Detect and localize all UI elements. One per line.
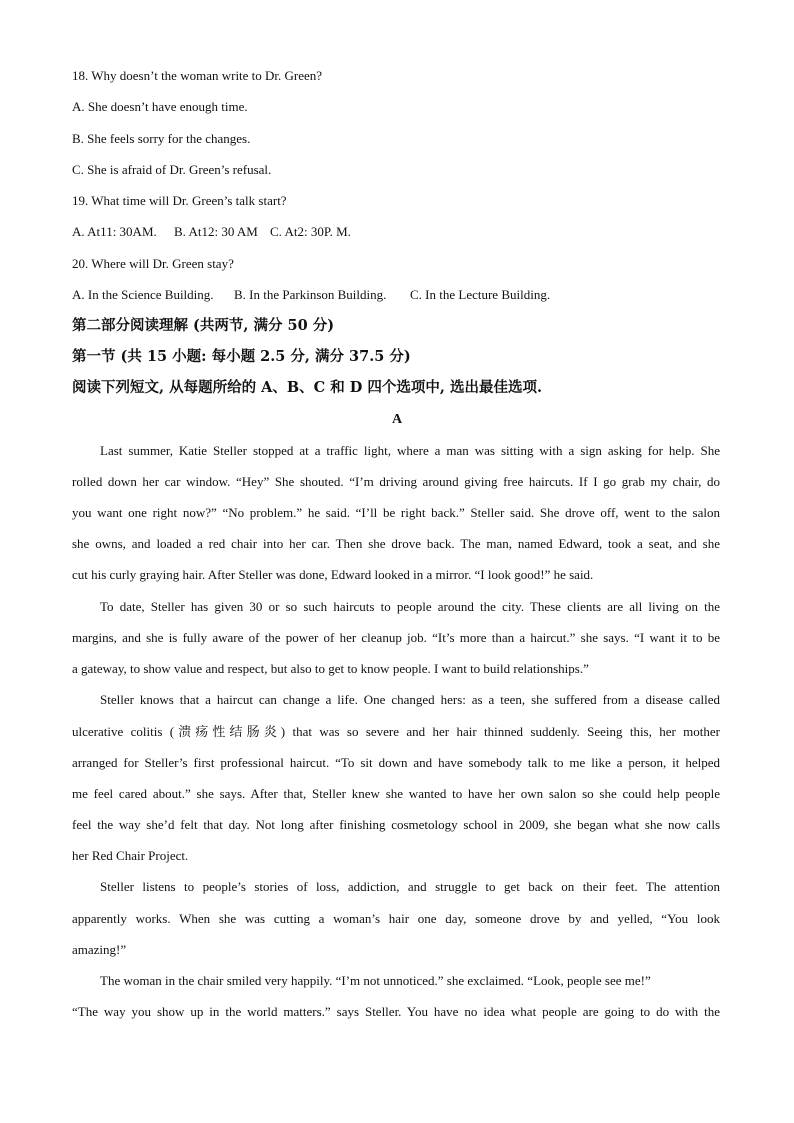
question-20-option-a: A. In the Science Building. [72,287,214,302]
passage-line: Steller listens to people’s stories of loss, addiction, and struggle to get back on their feet. The attention [100,879,720,894]
question-18-option-b: B. She feels sorry for the changes. [72,131,251,146]
question-18-stem: 18. Why doesn’t the woman write to Dr. Green? [72,68,323,83]
passage-line: amazing!” [72,942,127,957]
question-20-options [72,286,732,304]
passage-line: To date, Steller has given 30 or so such haircuts to people around the city. These clients are all living on the [100,599,720,614]
question-18-option-a: A. She doesn’t have enough time. [72,99,248,114]
question-19-option-a: A. At11: 30AM. [72,224,157,239]
passage-line: a gateway, to show value and respect, but also to get to know people. I want to build relationships.” [72,661,589,676]
question-19-stem: 19. What time will Dr. Green’s talk start? [72,193,287,208]
passage-line: her Red Chair Project. [72,848,189,863]
question-19-option-c: C. At2: 30P. M. [270,224,351,239]
question-19-options [72,223,732,241]
passage-line: Last summer, Katie Steller stopped at a traffic light, where a man was sitting with a sign asking for help. She [100,443,720,458]
passage-line: she owns, and loaded a red chair into her car. Then she drove back. The man, named Edward, took a seat, and she [72,536,720,551]
passage-line: you want one right now?” “No problem.” he said. “I’ll be right back.” Steller said. She drove off, went to the salon [72,505,720,520]
passage-label: A [391,412,403,427]
passage-line: ulcerative colitis (溃疡性结肠炎) that was so severe and her hair thinned suddenly. Seeing this, her mother [72,724,720,739]
passage-line: margins, and she is fully aware of the power of her cleanup job. “It’s more than a haircut.” she says. “I want it to be [72,630,720,645]
passage-line: The woman in the chair smiled very happily. “I’m not unnoticed.” she exclaimed. “Look, people see me!” [100,973,651,988]
question-20-option-b: B. In the Parkinson Building. [234,287,387,302]
passage-line: rolled down her car window. “Hey” She shouted. “I’m driving around giving free haircuts. If I go grab my chair, do [72,474,720,489]
question-19-option-b: B. At12: 30 AM [174,224,258,239]
passage-line: “The way you show up in the world matters.” says Steller. You have no idea what people are going to do with the [72,1004,720,1019]
question-20-stem: 20. Where will Dr. Green stay? [72,256,234,271]
passage-line: cut his curly graying hair. After Steller was done, Edward looked in a mirror. “I look good!” he said. [72,567,594,582]
section-1-title: 第一节 (共 15 小题: 每小题 2.5 分, 满分 37.5 分) [72,348,411,365]
passage-line: arranged for Steller’s first professional haircut. “To sit down and have somebody talk to me like a person, it helped [72,755,720,770]
passage-line: apparently works. When she was cutting a woman’s hair one day, someone drove by and yelled, “You look [72,911,720,926]
reading-instruction: 阅读下列短文, 从每题所给的 A、B、C 和 D 四个选项中, 选出最佳选项. [72,379,543,396]
passage-line: me feel cared about.” she says. After that, Steller knew she wanted to have her own salon so she could help people [72,786,720,801]
passage-line: feel the way she’d felt that day. Not long after finishing cosmetology school in 2009, she began what she now calls [72,817,720,832]
passage-line: Steller knows that a haircut can change a life. One changed hers: as a teen, she suffered from a disease called [100,692,720,707]
question-20-option-c: C. In the Lecture Building. [410,287,551,302]
part-2-title: 第二部分阅读理解 (共两节, 满分 50 分) [72,317,335,334]
question-18-option-c: C. She is afraid of Dr. Green’s refusal. [72,162,272,177]
